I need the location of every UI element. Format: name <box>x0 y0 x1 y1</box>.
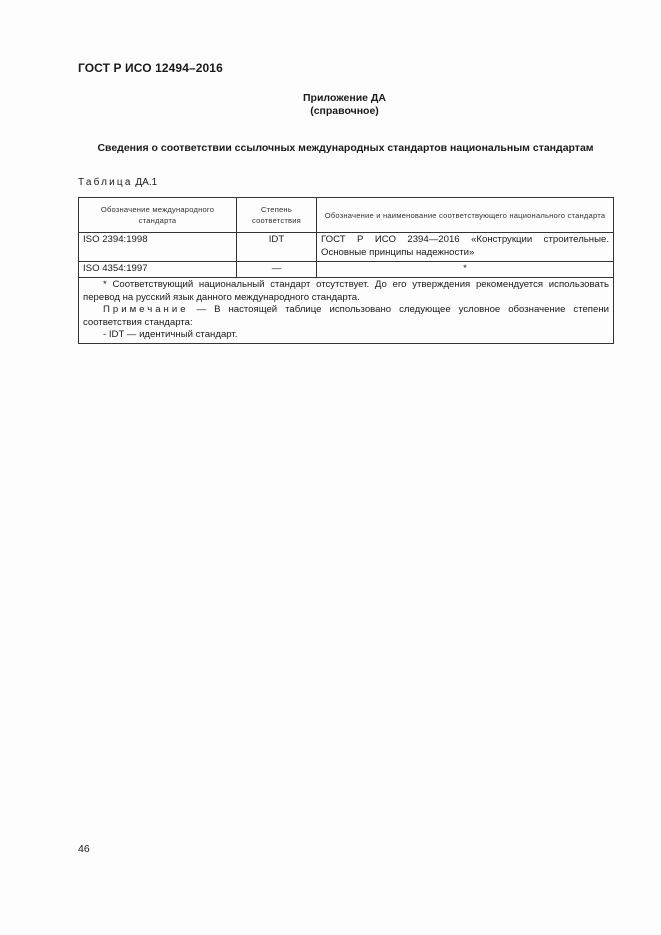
header-degree: Степень соответствия <box>237 198 317 233</box>
section-title: Сведения о соответствии ссылочных международных стандартов национальным стандартам <box>97 142 594 154</box>
cell-degree: IDT <box>237 233 317 262</box>
table-legend: - IDT — идентичный стандарт. <box>103 329 238 340</box>
table-notes-cell <box>79 278 614 344</box>
cell-intl-standard: ISO 4354:1997 <box>79 262 237 278</box>
table-caption-number: ДА.1 <box>135 177 158 188</box>
appendix-title: Приложение ДА <box>303 92 386 104</box>
appendix-subtitle: (справочное) <box>310 105 379 117</box>
table-note <box>83 304 609 329</box>
header-national-standard: Обозначение и наименование соответствующего национального стандарта <box>317 198 614 233</box>
note-text: — В настоящей таблице использовано следующее условное обозначение степени соответствия стандарта: <box>83 304 609 328</box>
table-caption-prefix: Таблица <box>78 177 133 188</box>
cell-national-standard: ГОСТ Р ИСО 2394—2016 «Конструкции строительные. Основные принципы надежности» <box>317 233 614 262</box>
note-label: Примечание <box>103 304 189 315</box>
cell-intl-standard: ISO 2394:1998 <box>79 233 237 262</box>
table-header-row <box>79 198 614 233</box>
cell-degree: — <box>237 262 317 278</box>
cell-national-standard: * <box>317 262 614 278</box>
table-row <box>79 262 614 278</box>
table-row <box>79 233 614 262</box>
table-notes-row <box>79 278 614 344</box>
page-number: 46 <box>78 843 90 855</box>
table-footnote: * Соответствующий национальный стандарт отсутствует. До его утверждения рекомендуется использовать перевод на русский язык данного международного стандарта. <box>83 279 609 303</box>
table-caption <box>78 177 157 188</box>
correspondence-table <box>78 197 614 344</box>
document-id-header: ГОСТ Р ИСО 12494–2016 <box>78 61 223 75</box>
header-intl-standard: Обозначение международного стандарта <box>79 198 237 233</box>
